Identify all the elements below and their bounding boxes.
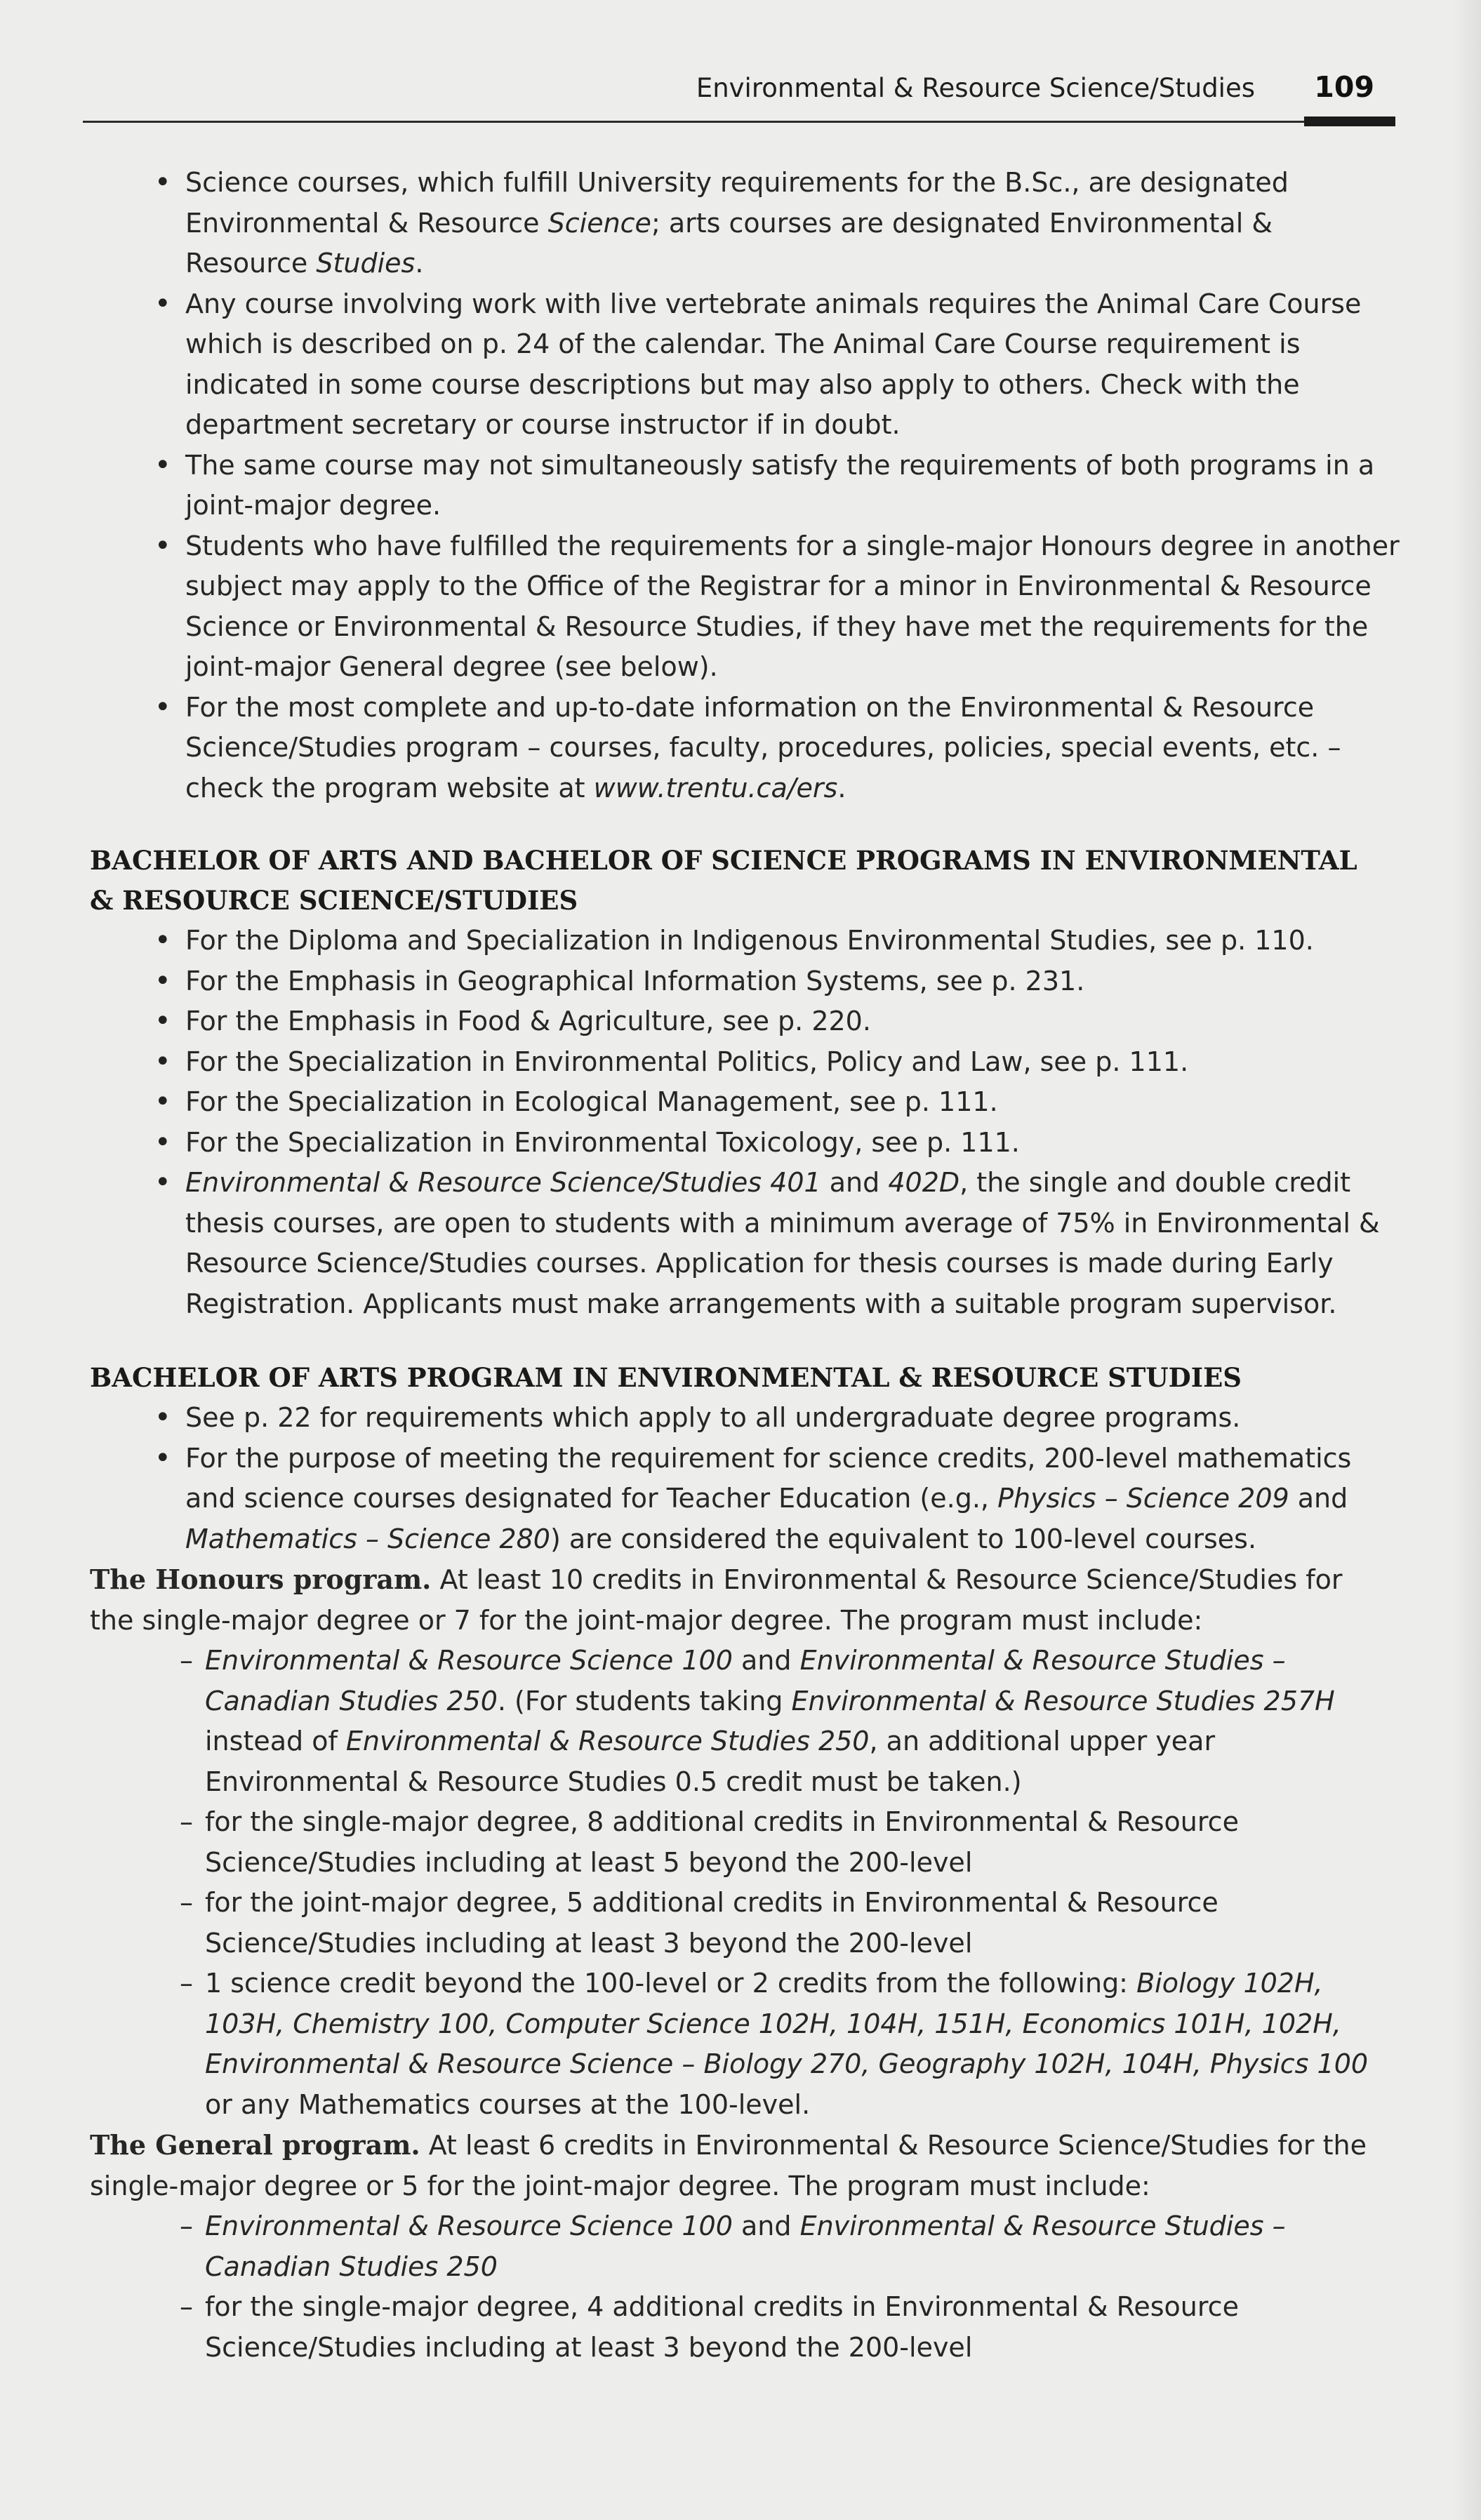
list-item: • For the Specialization in Environmental Toxicology, see p. 111.	[185, 1123, 1400, 1164]
list-item: • See p. 22 for requirements which apply to all undergraduate degree programs.	[185, 1398, 1400, 1439]
header-rule	[83, 121, 1395, 123]
section1-bullet-list	[90, 921, 1400, 1324]
honours-program-label: The Honours program.	[90, 1564, 432, 1595]
list-item: • For the most complete and up-to-date information on the Environmental & Resource Science/Studies program – courses, faculty, procedures, policies, special events, etc. – check the program website at www.trentu.ca/ers.	[185, 688, 1400, 809]
list-item: • Science courses, which fulfill University requirements for the B.Sc., are designated Environmental & Resource Science; arts courses are designated Environmental & Resource Studies.	[185, 163, 1400, 284]
honours-program-paragraph: The Honours program. At least 10 credits in Environmental & Resource Science/Studies for the single-major degree or 7 for the joint-major degree. The program must include:	[90, 1564, 1343, 1636]
section-heading-ba-bsc: BACHELOR OF ARTS AND BACHELOR OF SCIENCE PROGRAMS IN ENVIRONMENTAL & RESOURCE SCIENCE/STUDIES	[90, 845, 1357, 916]
header-title: Environmental & Resource Science/Studies	[696, 73, 1255, 103]
general-program-paragraph: The General program. At least 6 credits in Environmental & Resource Science/Studies for the single-major degree or 5 for the joint-major degree. The program must include:	[90, 2129, 1367, 2201]
list-item: – 1 science credit beyond the 100-level or 2 credits from the following: Biology 102H, 103H, Chemistry 100, Computer Science 102H, 104H, 151H, Economics 101H, 102H, Environmental & Resource Science – Biology 270, Geography 102H, 104H, Physics 100 or any Mathematics courses at the 100-level.	[205, 1964, 1400, 2125]
list-item: • Any course involving work with live vertebrate animals requires the Animal Care Course which is described on p. 24 of the calendar. The Animal Care Course requirement is indicated in some course descriptions but may also apply to others. Check with the department secretary or course instructor if in doubt.	[185, 284, 1400, 446]
list-item: – Environmental & Resource Science 100 and Environmental & Resource Studies – Canadian Studies 250. (For students taking Environmental & Resource Studies 257H instead of Environmental & Resource Studies 250, an additional upper year Environmental & Resource Studies 0.5 credit must be taken.)	[205, 1641, 1400, 1802]
list-item: • For the Emphasis in Geographical Information Systems, see p. 231.	[185, 961, 1400, 1002]
general-requirements-list	[90, 2206, 1400, 2368]
page-content	[90, 163, 1400, 2368]
list-item: • Students who have fulfilled the requirements for a single-major Honours degree in another subject may apply to the Office of the Registrar for a minor in Environmental & Resource Science or Environmental & Resource Studies, if they have met the requirements for the joint-major General degree (see below).	[185, 526, 1400, 688]
list-item: • For the Diploma and Specialization in Indigenous Environmental Studies, see p. 110.	[185, 921, 1400, 961]
page-number: 109	[1314, 70, 1374, 104]
list-item: • For the Specialization in Ecological Management, see p. 111.	[185, 1082, 1400, 1123]
list-item: • Environmental & Resource Science/Studies 401 and 402D, the single and double credit thesis courses, are open to students with a minimum average of 75% in Environmental & Resource Science/Studies courses. Application for thesis courses is made during Early Registration. Applicants must make arrangements with a suitable program supervisor.	[185, 1163, 1400, 1324]
list-item: – for the single-major degree, 8 additional credits in Environmental & Resource Science/Studies including at least 5 beyond the 200-level	[205, 1802, 1400, 1883]
running-header	[83, 67, 1395, 119]
header-rule-tab	[1304, 116, 1395, 126]
general-program-label: The General program.	[90, 2129, 420, 2161]
list-item: • For the Specialization in Environmental Politics, Policy and Law, see p. 111.	[185, 1042, 1400, 1083]
intro-bullet-list	[90, 163, 1400, 808]
list-item: – Environmental & Resource Science 100 and Environmental & Resource Studies – Canadian Studies 250	[205, 2206, 1400, 2287]
list-item: – for the joint-major degree, 5 additional credits in Environmental & Resource Science/Studies including at least 3 beyond the 200-level	[205, 1883, 1400, 1964]
section2-bullet-list	[90, 1398, 1400, 1559]
list-item: • The same course may not simultaneously satisfy the requirements of both programs in a joint-major degree.	[185, 446, 1400, 526]
list-item: • For the Emphasis in Food & Agriculture, see p. 220.	[185, 1001, 1400, 1042]
list-item: • For the purpose of meeting the requirement for science credits, 200-level mathematics and science courses designated for Teacher Education (e.g., Physics – Science 209 and Mathematics – Science 280) are considered the equivalent to 100-level courses.	[185, 1439, 1400, 1560]
list-item: – for the single-major degree, 4 additional credits in Environmental & Resource Science/Studies including at least 3 beyond the 200-level	[205, 2287, 1400, 2368]
section-heading-ba: BACHELOR OF ARTS PROGRAM IN ENVIRONMENTAL & RESOURCE STUDIES	[90, 1362, 1242, 1393]
honours-requirements-list	[90, 1641, 1400, 2125]
